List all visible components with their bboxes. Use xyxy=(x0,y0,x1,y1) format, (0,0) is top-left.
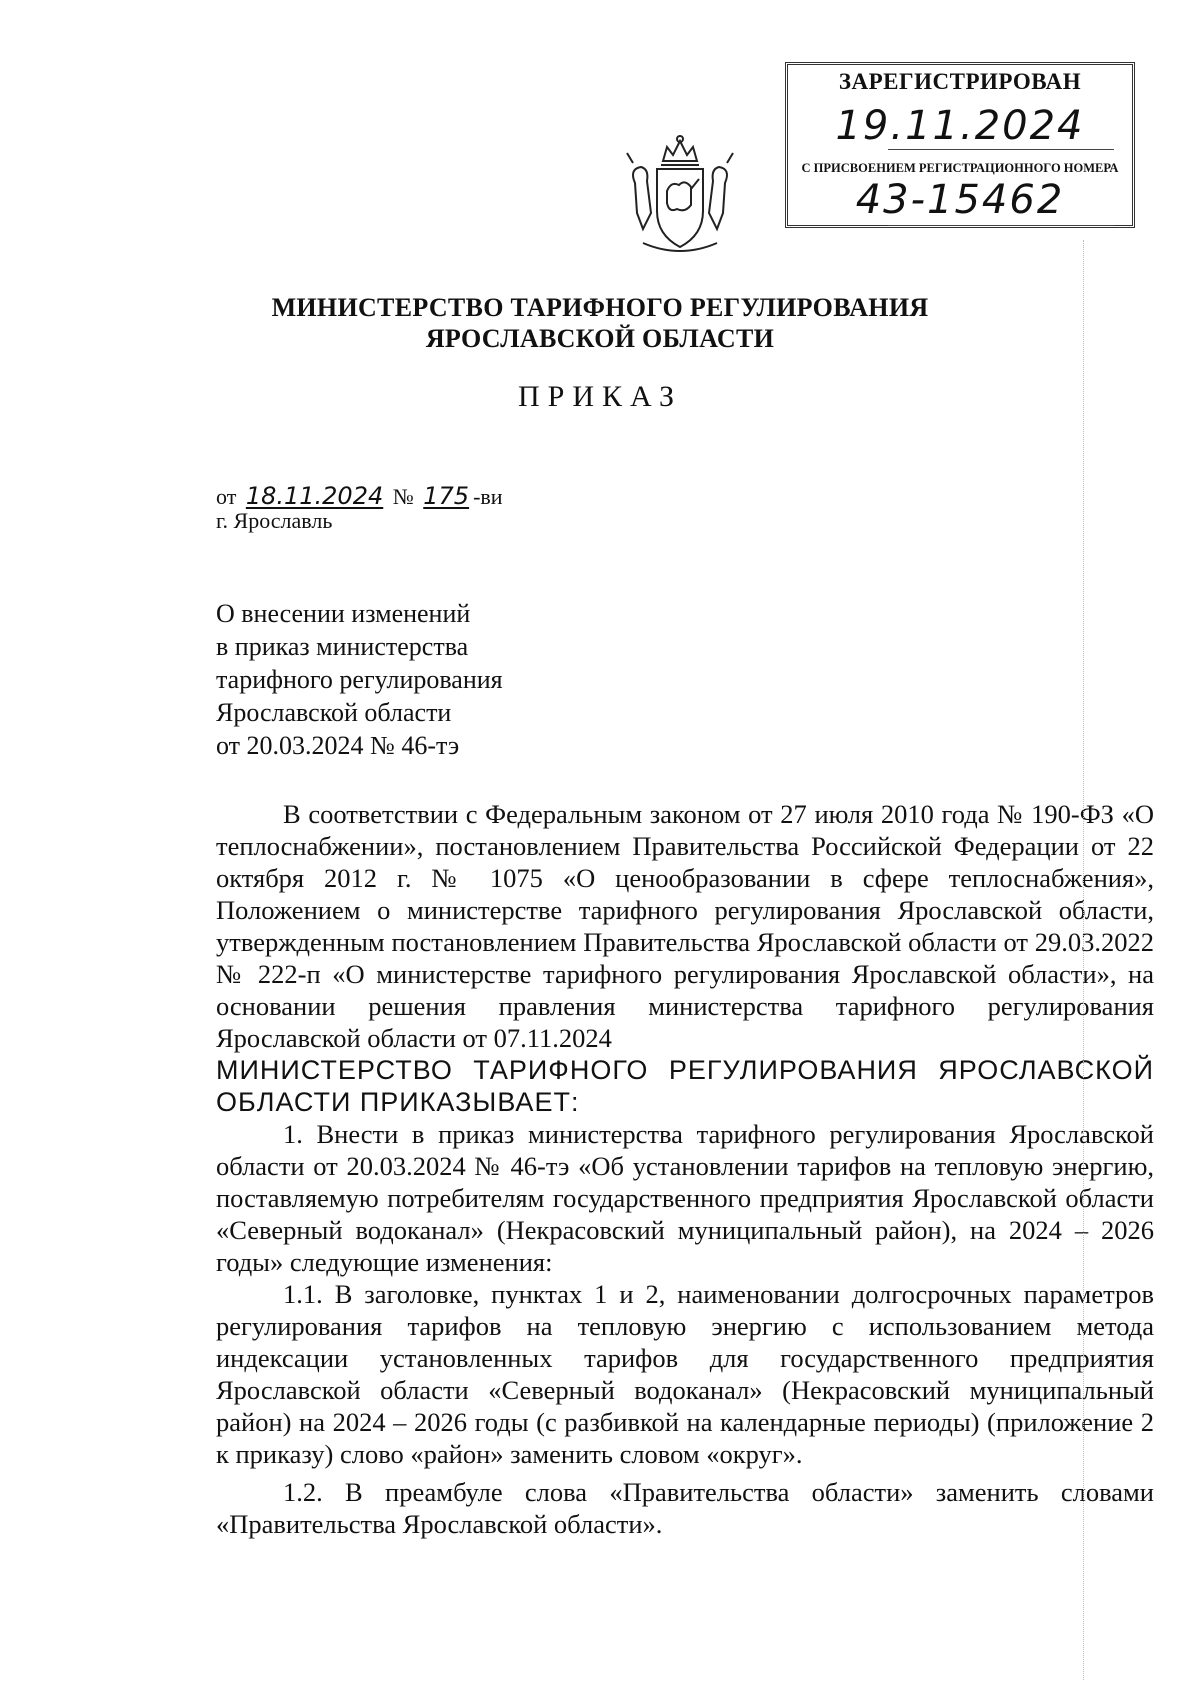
order-dateline xyxy=(216,482,503,510)
order-date: 18.11.2024 xyxy=(245,482,384,510)
stamp-date: 19.11.2024 xyxy=(835,103,1085,149)
subject-line: О внесении изменений xyxy=(216,599,471,628)
order-subject xyxy=(216,597,503,762)
decision-heading: МИНИСТЕРСТВО ТАРИФНОГО РЕГУЛИРОВАНИЯ ЯРОСЛАВСКОЙ ОБЛАСТИ ПРИКАЗЫВАЕТ: xyxy=(216,1055,1154,1117)
subject-line: Ярославской области xyxy=(216,698,452,727)
stamp-divider xyxy=(888,225,1114,226)
yaroslavl-coat-of-arms-icon xyxy=(615,133,745,263)
clause-1: 1. Внести в приказ министерства тарифного регулирования Ярославской области от 20.03.2024 № 46-тэ «Об установлении тарифов на тепловую энергию, поставляемую потребителям государственного предприятия Ярославской области «Северный водоканал» (Некрасовский муниципальный район), на 2024 – 2026 годы» следующие изменения: xyxy=(216,1119,1154,1277)
registration-stamp xyxy=(785,62,1135,228)
order-number-suffix: -ви xyxy=(473,484,503,509)
stamp-registration-number: 43-15462 xyxy=(855,177,1065,223)
order-date-prefix: от xyxy=(216,484,237,509)
clause-1-2: 1.2. В преамбуле слова «Правительства области» заменить словами «Правительства Ярославской области». xyxy=(216,1477,1154,1539)
stamp-subtitle: С ПРИСВОЕНИЕМ РЕГИСТРАЦИОННОГО НОМЕРА xyxy=(801,161,1119,175)
subject-line: тарифного регулирования xyxy=(216,665,503,694)
clause-1-1: 1.1. В заголовке, пунктах 1 и 2, наименовании долгосрочных параметров регулирования тарифов на тепловую энергию с использованием метода индексации установленных тарифов для государственного предприятия Ярославской области «Северный водоканал» (Некрасовский муниципальный район) на 2024 – 2026 годы (с разбивкой на календарные периоды) (приложение 2 к приказу) слово «район» заменить словом «округ». xyxy=(216,1279,1154,1469)
subject-line: от 20.03.2024 № 46-тэ xyxy=(216,731,460,760)
ministry-name-line2: ЯРОСЛАВСКОЙ ОБЛАСТИ xyxy=(425,324,775,353)
order-city: г. Ярославль xyxy=(216,508,333,533)
order-number: 175 xyxy=(423,482,470,510)
preamble-paragraph: В соответствии с Федеральным законом от 27 июля 2010 года № 190-ФЗ «О теплоснабжении», постановлением Правительства Российской Федерации от 22 октября 2012 г. № 1075 «О ценообразовании в сфере теплоснабжения», Положением о министерстве тарифного регулирования Ярославской области, утвержденным постановлением Правительства Ярославской области от 29.03.2022 № 222-п «О министерстве тарифного регулирования Ярославской области», на основании решения правления министерства тарифного регулирования Ярославской области от 07.11.2024 xyxy=(216,799,1154,1053)
stamp-divider xyxy=(888,149,1114,150)
ministry-name-line1: МИНИСТЕРСТВО ТАРИФНОГО РЕГУЛИРОВАНИЯ xyxy=(271,293,929,322)
order-number-sign: № xyxy=(392,484,414,509)
stamp-title: ЗАРЕГИСТРИРОВАН xyxy=(838,69,1082,94)
scan-margin-dots xyxy=(1083,240,1086,1680)
subject-line: в приказ министерства xyxy=(216,632,469,661)
document-type: ПРИКАЗ xyxy=(518,380,682,413)
order-body xyxy=(216,798,1154,1540)
